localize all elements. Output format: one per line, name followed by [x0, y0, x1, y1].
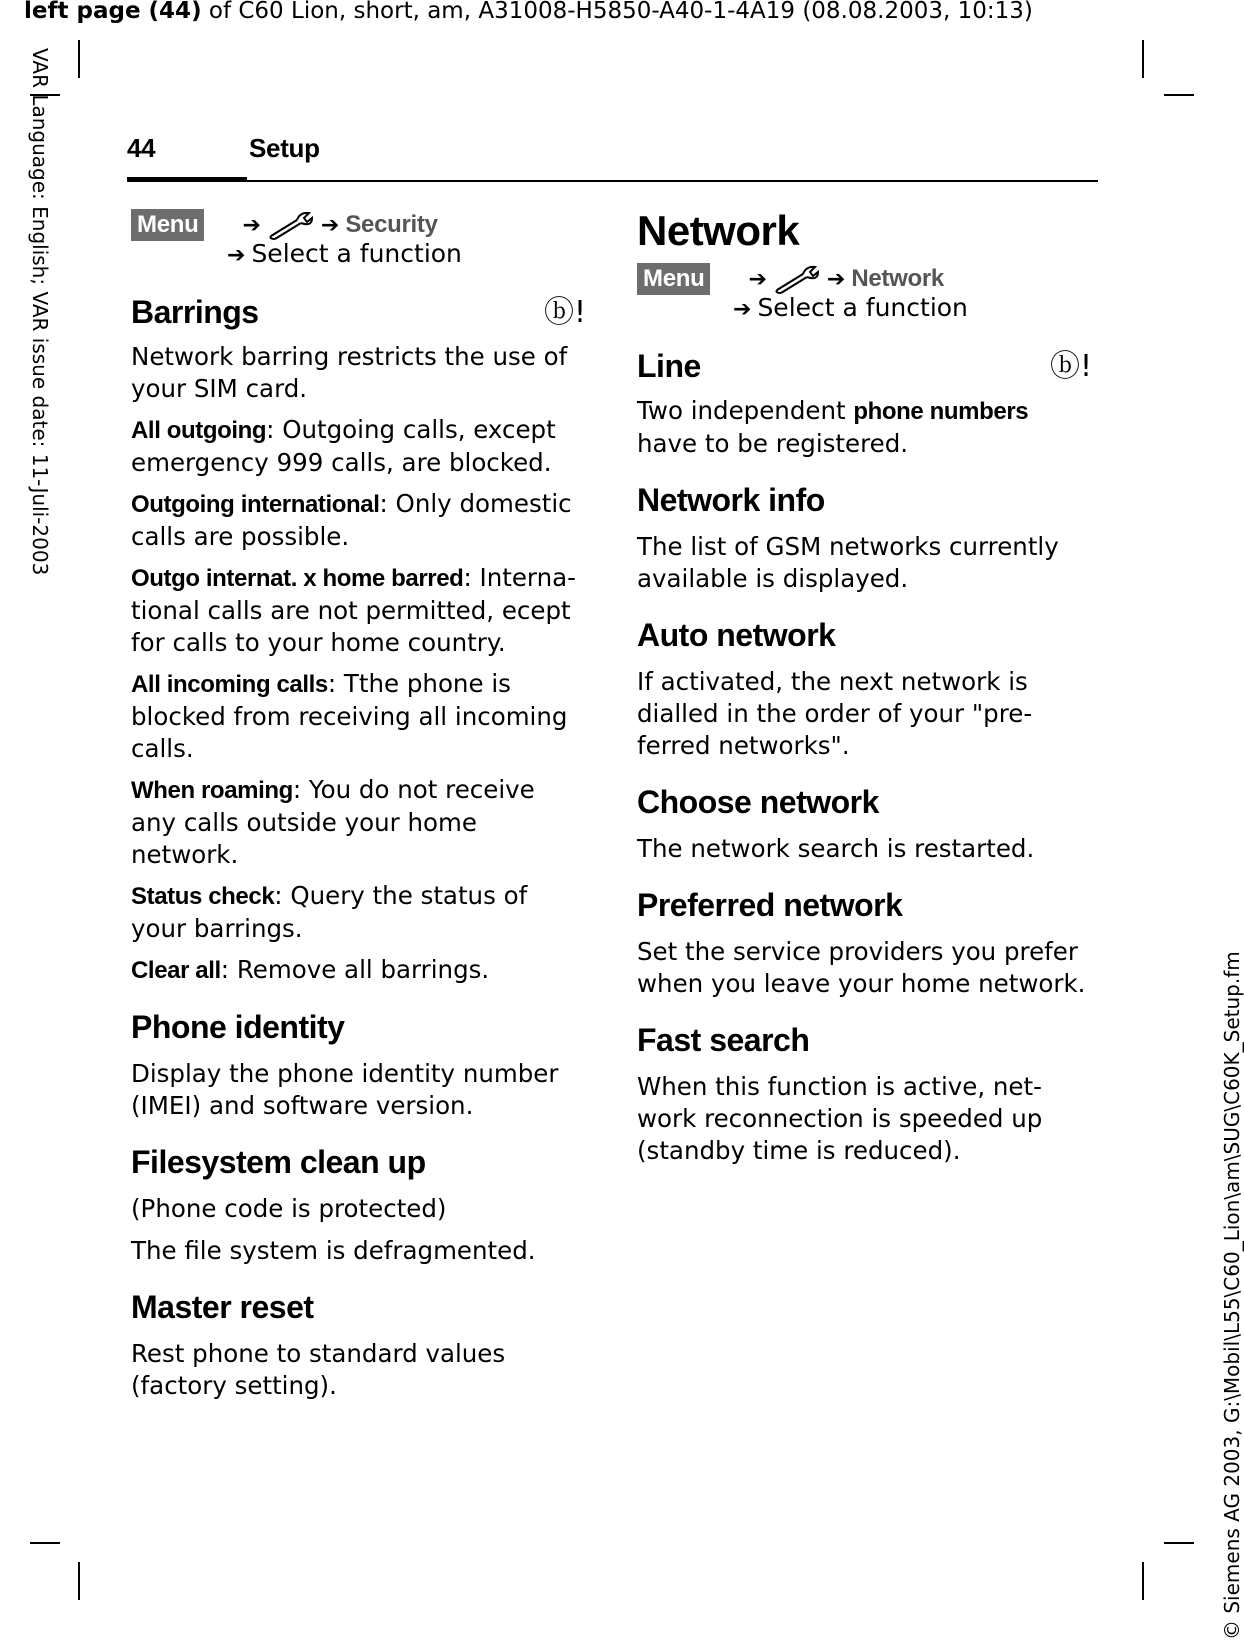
header-rule	[127, 180, 1098, 182]
keyword: All incoming calls	[131, 671, 328, 698]
paragraph: Display the phone identity number (IMEI) and software version.	[131, 1059, 559, 1120]
barring-option	[131, 954, 586, 987]
document-top-bar	[24, 0, 1033, 24]
arrow-right-icon: ➔	[320, 212, 340, 238]
section-title: Auto network	[637, 617, 836, 653]
section-title: Preferred network	[637, 887, 903, 923]
left-column	[131, 205, 586, 1402]
text: : Only domestic calls are possible.	[131, 489, 572, 551]
menu-key: Menu	[637, 263, 710, 295]
menu-target: Security	[345, 211, 438, 238]
barrings-list	[131, 414, 586, 987]
barring-option	[131, 562, 586, 659]
section-title: Master reset	[131, 1289, 314, 1325]
barring-option	[131, 414, 586, 479]
text: : Tthe phone is blocked from receiving all incoming calls.	[131, 669, 568, 763]
paragraph: If activated, the next network is dialled in the order of your "pre-ferred networks".	[637, 667, 1033, 760]
text: : Interna-tional calls are not permitted, ecept for calls to your home country.	[131, 563, 576, 657]
arrow-right-icon: ➔	[227, 243, 246, 268]
chapter-title: Network	[637, 207, 800, 254]
text: Two independent	[637, 396, 854, 425]
keyword: Outgo internat. x home barred	[131, 565, 464, 592]
wrench-icon	[267, 210, 315, 240]
crop-mark	[78, 40, 80, 78]
menu-step: Select a function	[757, 293, 968, 322]
crop-mark	[78, 1562, 80, 1600]
menu-target: Network	[851, 265, 944, 292]
paragraph: Rest phone to standard values (factory setting).	[131, 1339, 506, 1400]
crop-mark	[1142, 40, 1144, 78]
section-title: Barrings	[131, 294, 259, 330]
barring-option	[131, 774, 586, 871]
arrow-right-icon: ➔	[826, 266, 846, 292]
paragraph: Network barring restricts the use of your SIM card.	[131, 342, 568, 403]
menu-path-network	[637, 259, 1092, 323]
right-column	[637, 205, 1092, 1167]
keyword: Outgoing international	[131, 491, 380, 518]
section-line-heading	[637, 341, 1092, 385]
arrow-right-icon: ➔	[748, 266, 767, 292]
paragraph: The list of GSM networks currently available is displayed.	[637, 532, 1059, 593]
arrow-right-icon: ➔	[733, 297, 752, 322]
barring-option	[131, 880, 586, 945]
network-dependent-icon: ⓑ!	[543, 295, 586, 330]
keyword: Clear all	[131, 957, 221, 984]
section-title: Filesystem clean up	[131, 1144, 426, 1180]
barring-option	[131, 488, 586, 553]
paragraph: The network search is restarted.	[637, 834, 1035, 863]
wrench-icon	[773, 264, 821, 294]
side-note-language: VAR Language: English; VAR issue date: 11-Juli-2003	[28, 48, 52, 576]
header-rule-accent	[127, 177, 247, 182]
document-info: of C60 Lion, short, am, A31008-H5850-A40-1-4A19 (08.08.2003, 10:13)	[201, 0, 1033, 24]
paragraph	[637, 395, 1092, 460]
network-dependent-icon: ⓑ!	[1049, 349, 1092, 384]
text: have to be registered.	[637, 429, 909, 458]
text: : You do not receive any calls outside your home network.	[131, 775, 535, 869]
text: : Outgoing calls, except emergency 999 calls, are blocked.	[131, 415, 556, 477]
crop-mark	[30, 1542, 60, 1544]
paragraph: Set the service providers you prefer when you leave your home network.	[637, 937, 1086, 998]
menu-path-security	[131, 205, 586, 269]
keyword: phone numbers	[853, 398, 1029, 425]
section-title: Network info	[637, 482, 825, 518]
page-number: 44	[127, 133, 156, 163]
keyword: All outgoing	[131, 417, 267, 444]
arrow-right-icon: ➔	[242, 212, 261, 238]
keyword: Status check	[131, 883, 275, 910]
section-title: Line	[637, 348, 701, 384]
menu-step: Select a function	[251, 239, 462, 268]
menu-key: Menu	[131, 209, 204, 241]
paragraph: (Phone code is protected)	[131, 1194, 447, 1223]
paragraph: The file system is defragmented.	[131, 1236, 536, 1265]
crop-mark	[1164, 1542, 1194, 1544]
crop-mark	[1142, 1562, 1144, 1600]
barring-option	[131, 668, 586, 765]
section-title: Fast search	[637, 1022, 810, 1058]
section-title: Choose network	[637, 784, 879, 820]
section-title: Phone identity	[131, 1009, 345, 1045]
keyword: When roaming	[131, 777, 293, 804]
page-position: left page (44)	[24, 0, 202, 24]
text: : Query the status of your barrings.	[131, 881, 528, 943]
crop-mark	[1164, 94, 1194, 96]
text: : Remove all barrings.	[220, 955, 490, 984]
side-note-copyright: © Siemens AG 2003, G:\Mobil\L55\C60_Lion\am\SUG\C60K_Setup.fm	[1220, 951, 1244, 1640]
paragraph: When this function is active, net-work reconnection is speeded up (standby time is reduced).	[637, 1072, 1043, 1165]
section-barrings-heading	[131, 287, 586, 331]
page-title: Setup	[249, 133, 320, 163]
